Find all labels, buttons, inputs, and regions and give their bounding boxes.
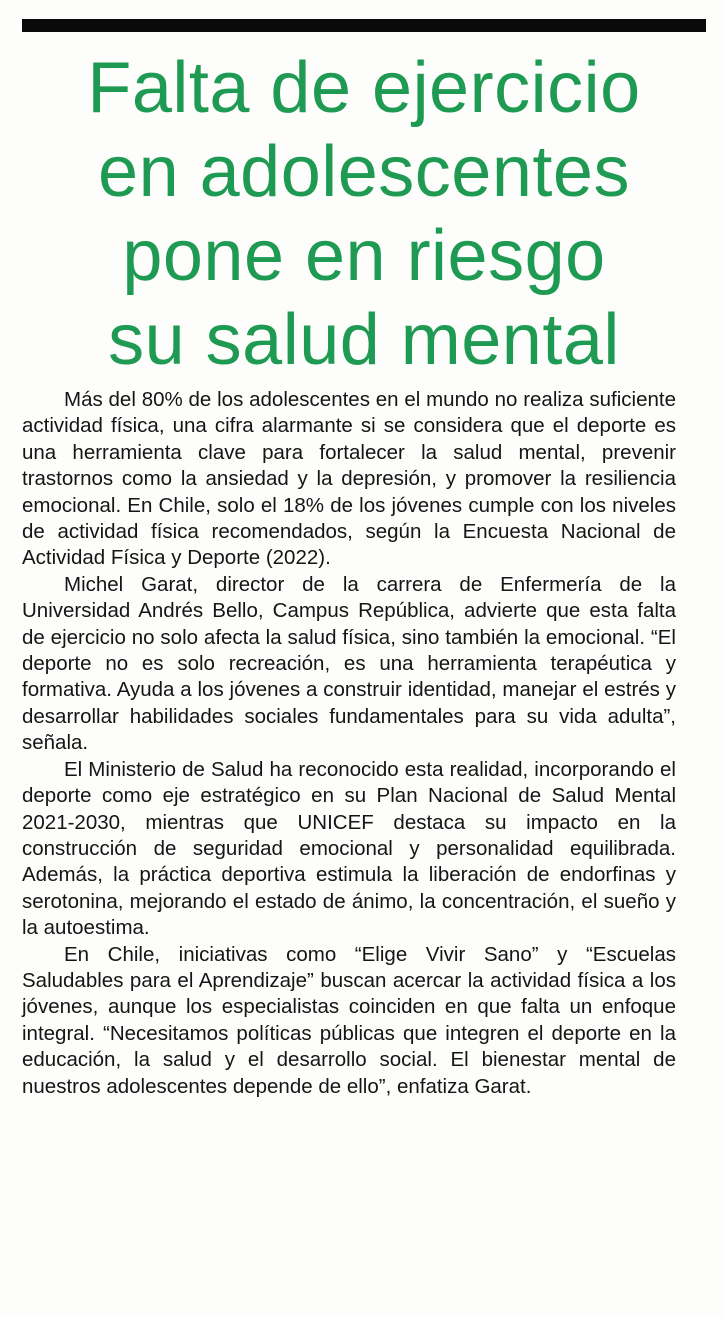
headline: [22, 46, 706, 382]
headline-line-2: en adolescentes: [98, 132, 630, 212]
article-paragraph-3: El Ministerio de Salud ha reconocido esta realidad, incorporando el deporte como eje estratégico en su Plan Nacional de Salud Mental 2021-2030, mientras que UNICEF destaca su impacto en la construcción de seguridad emocional y personalidad equilibrada. Además, la práctica deportiva estimula la liberación de endorfinas y serotonina, mejorando el estado de ánimo, la concentración, el sueño y la autoestima.: [22, 757, 676, 940]
article-paragraph-2: Michel Garat, director de la carrera de Enfermería de la Universidad Andrés Bello, Campus República, advierte que esta falta de ejercicio no solo afecta la salud física, sino también la emocional. “El deporte no es solo recreación, es una herramienta terapéutica y formativa. Ayuda a los jóvenes a construir identidad, manejar el estrés y desarrollar habilidades sociales fundamentales para su vida adulta”, señala.: [22, 572, 676, 755]
article-paragraph-4: En Chile, iniciativas como “Elige Vivir Sano” y “Escuelas Saludables para el Aprendizaje” buscan acercar la actividad física a los jóvenes, aunque los especialistas coinciden en que falta un enfoque integral. “Necesitamos políticas públicas que integren el deporte en la educación, la salud y el desarrollo social. El bienestar mental de nuestros adolescentes depende de ello”, enfatiza Garat.: [22, 942, 676, 1098]
article-paragraph-1: Más del 80% de los adolescentes en el mundo no realiza suficiente actividad física, una cifra alarmante si se considera que el deporte es una herramienta clave para fortalecer la salud mental, prevenir trastornos como la ansiedad y la depresión, y promover la resiliencia emocional. En Chile, solo el 18% de los jóvenes cumple con los niveles de actividad física recomendados, según la Encuesta Nacional de Actividad Física y Deporte (2022).: [22, 388, 676, 570]
headline-line-3: pone en riesgo: [122, 216, 606, 296]
headline-line-1: Falta de ejercicio: [87, 48, 641, 128]
headline-line-4: su salud mental: [108, 300, 620, 380]
top-rule: [22, 19, 706, 32]
article-body: [22, 387, 676, 1100]
